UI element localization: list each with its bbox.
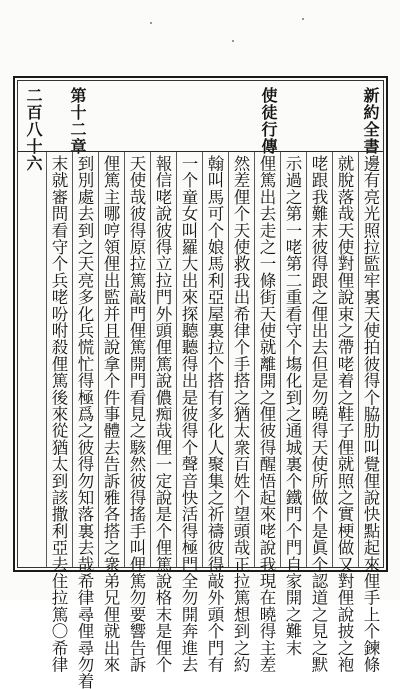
text-column-4: 示過之第一咾第二重看守个塲化到之通城裏个鐵門个門自家開之難末 [283,155,302,656]
column-rule [254,152,255,567]
text-column-6: 然差俚个天使救我出希律个手搭之猶太衆百姓个望頭哉正拉篤想到之約 [231,155,250,673]
column-rule [280,152,281,567]
column-rule [332,152,333,567]
column-rule [228,152,229,567]
paper-speck [302,18,304,20]
text-column-3: 咾跟我難末彼得跟之俚出去但是勿曉得天使所做个是眞个認道之見之默 [309,155,328,673]
text-column-13: 末就審問看守个兵咾吩咐殺俚篤後來從猶太到該撒利亞去住拉篤〇希律 [49,155,68,673]
column-rule [46,152,47,567]
column-rule [306,152,307,567]
text-column-8: 一个童女叫羅大出來探聽聽得出是彼得个聲音快活得極門全勿開奔進去 [179,155,198,673]
text-column-1: 邊有亮光照拉監牢裏天使拍彼得个脇肋叫覺俚說快點起來俚手上个鍊條 [361,155,380,673]
book-title: 新約全書 [361,87,380,155]
text-column-7: 翰叫馬可个娘馬利亞屋裏拉个搭有多化人聚集之祈禱彼得敲外頭个門有 [205,155,224,673]
text-column-10: 天使哉彼得原拉篤敲門俚篤開門看見之駭然彼得搖手叫俚篤勿要響告訴 [127,155,146,673]
paper-speck [150,22,152,24]
text-column-12: 到別處去到之天亮多化兵慌忙得極爲之彼得勿知落裏去哉希律尋俚尋勿着 [75,155,94,689]
text-column-5: 俚篤出去走之一條街天使就離開之俚彼得醒悟起來咾說我現在曉得主差 [257,155,276,673]
column-rule [150,152,151,567]
column-rule [124,152,125,567]
text-column-9: 報信咾說彼得立拉門外頭俚篤說儂痴哉俚一定說是个俚篤說格末是俚个 [153,155,172,673]
page-number: 二百八十六 [24,87,43,172]
column-rule [176,152,177,567]
text-column-11: 俚篤主哪哼領俚出監并且說拿个件事體去告訴雅各搭之衆弟兄俚就出來 [101,155,120,673]
column-rule [98,152,99,567]
text-column-2: 就脫落哉天使對俚說束之帶咾着之鞋子俚就照之實梗做又對俚說披之袍 [335,155,354,673]
column-rule [202,152,203,567]
page-frame-inner [17,80,384,689]
column-rule [72,152,73,567]
chapter-heading: 第十二章 [68,87,87,155]
book-subtitle: 使徒行傳 [259,87,278,155]
column-rule [358,152,359,567]
page-frame [13,76,388,689]
paper-speck [232,40,234,42]
